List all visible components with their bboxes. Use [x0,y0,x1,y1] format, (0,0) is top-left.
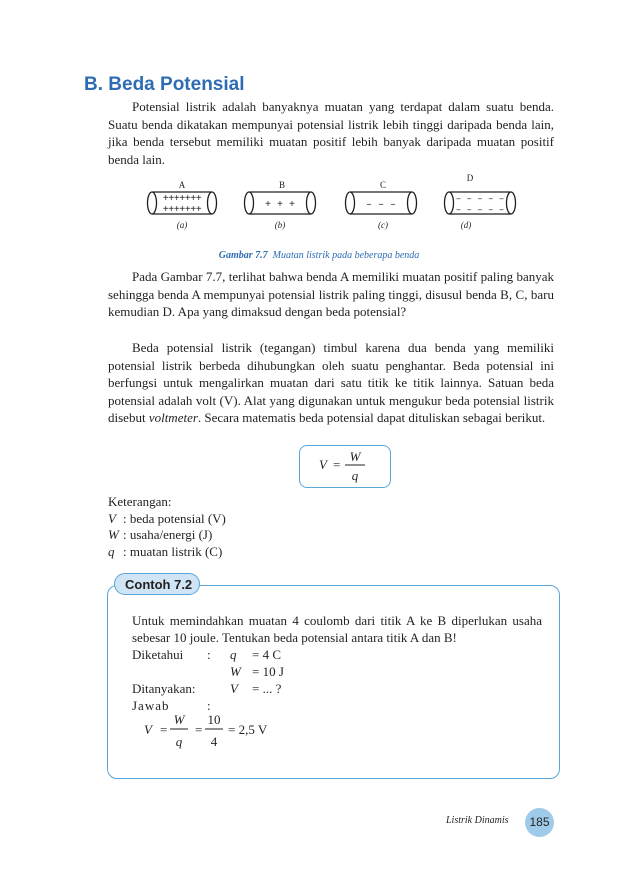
charges-d-row1: – – – – – [455,194,505,204]
example-problem: Untuk memindahkan muatan 4 coulomb dari titik A ke B diperlukan usaha sebesar 10 joule. Tentukan beda potensial antara titik A dan B! [132,613,542,645]
given-w-symbol: W [230,664,241,679]
cylinder-a-end-left [148,192,157,214]
keterangan-title: Keterangan: [108,494,172,509]
footer-chapter: Listrik Dinamis [446,815,509,826]
example-tab: Contoh 7.2 [114,573,200,595]
charges-a-row1: +++++++ [162,194,202,205]
keterangan-desc: : beda potensial (V) [123,510,226,526]
sub-label-c: (c) [378,220,388,230]
charges-b: + + + [264,200,296,211]
formula-potential [299,445,391,489]
solution-den1: q [175,734,183,749]
sub-label-b: (b) [274,220,286,230]
paragraph-definition-text: Beda potensial listrik (tegangan) timbul karena dua benda yang memiliki potensial listrik berbeda dihubungkan oleh suatu penghantar. Beda potensial ini berfungsi untuk mengalirkan muatan dari satu titik ke titik lainnya. Satuan beda potensial adalah volt (V). Alat yang digunakan untuk mengukur beda potensial listrik disebut [108,340,554,426]
cylinder-a-end-right [208,192,217,214]
paragraph-figure-discussion: Pada Gambar 7.7, terlihat bahwa benda A memiliki muatan positif paling banyak sehingga benda A mempunyai potensial listrik paling tinggi, disusul benda B, C, baru kemudian D. Apa yang dimaksud dengan beda potensial? [108,269,554,320]
keterangan-item [108,544,226,561]
solution-den2: 4 [210,734,218,749]
body-label-d: D [466,173,474,183]
jawab-label: Jawab [132,698,170,713]
diketahui-colon: : [207,647,211,662]
keterangan-symbol: V [108,510,116,526]
given-w-value: = 10 J [252,664,284,679]
formula-denominator: q [351,468,359,483]
formula-lhs: V [319,457,327,472]
paragraph-intro: Potensial listrik adalah banyaknya muatan yang terdapat dalam suatu benda. Suatu benda dikatakan mempunyai potensial listrik lebih tinggi daripada benda lain, jika benda tersebut memiliki muatan positif lebih banyak daripada muatan positif benda lain. [108,99,554,167]
figure-caption-text: Muatan listrik pada beberapa benda [272,250,420,261]
ditanyakan-label: Ditanyakan: [132,681,196,696]
example-given [132,646,532,714]
section-heading: B. Beda Potensial [84,74,245,95]
jawab-colon: : [207,698,211,713]
keterangan-item [108,511,226,528]
voltmeter-term: voltmeter [148,410,198,426]
charges-a-row2: +++++++ [162,205,202,216]
keterangan-symbol: q [108,543,115,559]
solution-eq2: = [195,722,203,737]
paragraph-definition-end: . Secara matematis beda potensial dapat dituliskan sebagai berikut. [197,410,546,426]
sub-label-d: (d) [460,220,472,230]
keterangan-item [108,527,226,544]
charges-c: – – – [365,200,397,211]
given-q-symbol: q [230,647,237,662]
charges-d-row2: – – – – – [455,205,505,215]
solution-result: = 2,5 V [228,722,268,737]
sub-label-a: (a) [176,220,188,230]
solution-v: V [144,722,152,737]
formula-eq: = [333,457,341,472]
keterangan-desc: : usaha/energi (J) [123,527,213,542]
solution-num2: 10 [207,712,221,727]
figure-caption [0,250,638,261]
asked-v-symbol: V [230,681,238,696]
solution-eq1: = [160,722,168,737]
body-label-b: B [278,180,286,190]
keterangan-desc: : muatan listrik (C) [123,543,223,559]
body-label-c: C [379,180,387,190]
figure-charged-bodies [0,170,638,250]
paragraph-definition [108,339,554,427]
page-number-badge: 185 [525,808,554,837]
keterangan-symbol: W [108,527,119,542]
figure-caption-number: Gambar 7.7 [218,250,268,261]
diketahui-label: Diketahui [132,647,184,662]
solution-num1: W [173,712,185,727]
body-label-a: A [178,180,186,190]
legend-keterangan [108,494,226,560]
asked-v-value: = ... ? [252,681,282,696]
given-q-value: = 4 C [252,647,282,662]
example-solution [132,710,332,756]
formula-numerator: W [349,449,361,464]
